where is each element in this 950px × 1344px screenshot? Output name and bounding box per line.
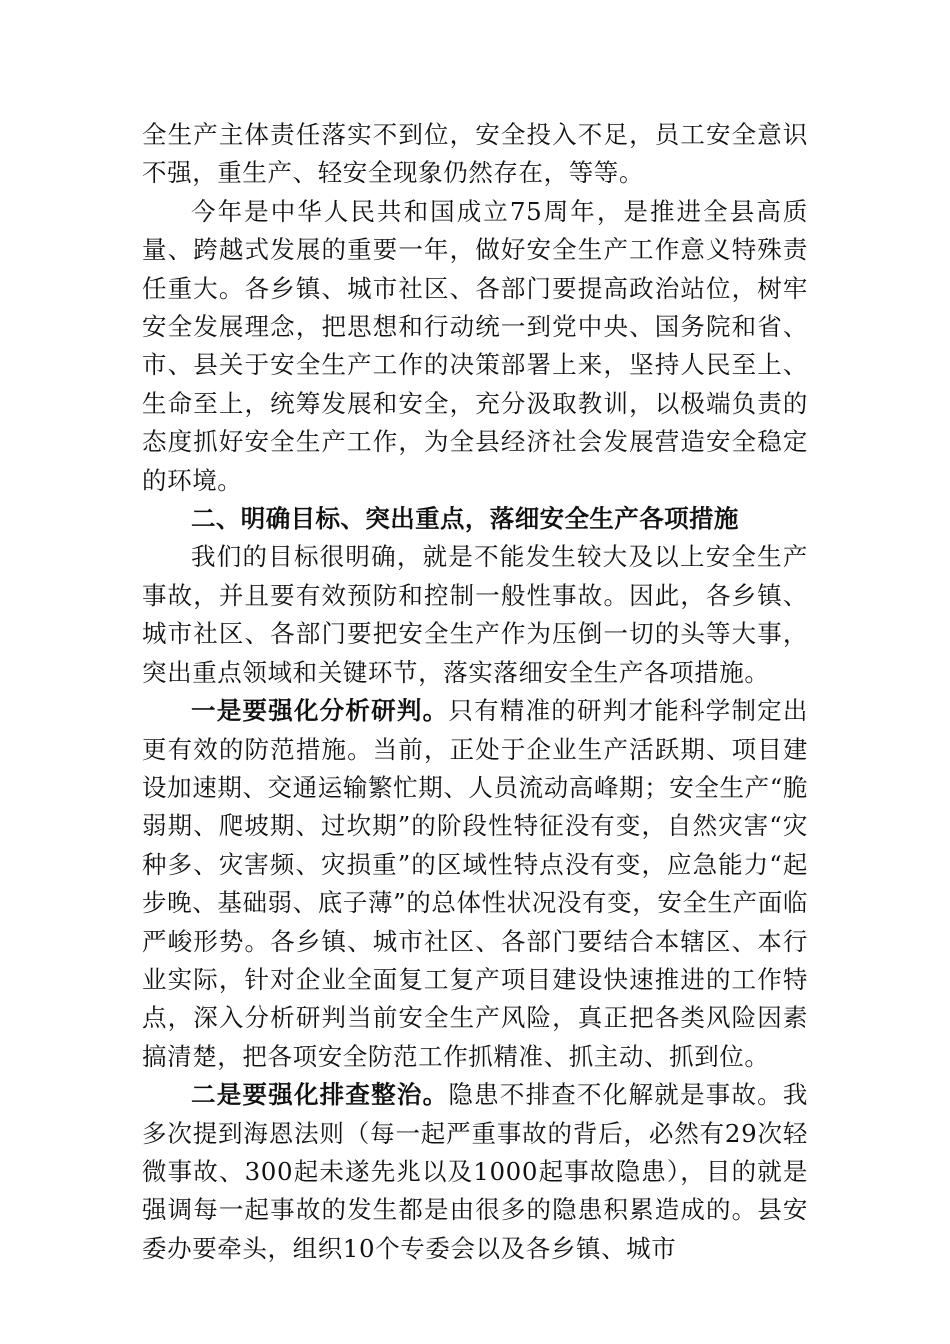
paragraph-analysis [142,692,808,1076]
paragraph-inspection [142,1076,808,1268]
body-inspection: 隐患不排查不化解就是事故。我多次提到海恩法则（每一起严重事故的背后，必然有29次轻微事故、300起未遂先兆以及1000起事故隐患），目的就是强调每一起事故的发生都是由很多的隐患积累造成的。县安委办要牵头，组织10个专委会以及各乡镇、城市 [142,1080,809,1263]
paragraph-goal: 我们的目标很明确，就是不能发生较大及以上安全生产事故，并且要有效预防和控制一般性事故。因此，各乡镇、城市社区、各部门要把安全生产作为压倒一切的头等大事，突出重点领域和关键环节，落实落细安全生产各项措施。 [142,542,808,687]
paragraph-continued: 全生产主体责任落实不到位，安全投入不足，员工安全意识不强，重生产、轻安全现象仍然存在，等等。 [142,120,808,188]
lead-inspection: 二是要强化排查整治。 [191,1080,449,1110]
body-analysis: 只有精准的研判才能科学制定出更有效的防范措施。当前，正处于企业生产活跃期、项目建设加速期、交通运输繁忙期、人员流动高峰期；安全生产“脆弱期、爬坡期、过坎期”的阶段性特征没有变，自然灾害“灾种多、灾害频、灾损重”的区域性特点没有变，应急能力“起步晚、基础弱、底子薄”的总体性状况没有变，安全生产面临严峻形势。各乡镇、城市社区、各部门要结合本辖区、本行业实际，针对企业全面复工复产项目建设快速推进的工作特点，深入分析研判当前安全生产风险，真正把各类风险因素搞清楚，把各项安全防范工作抓精准、抓主动、抓到位。 [142,696,809,1071]
paragraph-anniversary: 今年是中华人民共和国成立75周年，是推进全县高质量、跨越式发展的重要一年，做好安全生产工作意义特殊责任重大。各乡镇、城市社区、各部门要提高政治站位，树牢安全发展理念，把思想和行动统一到党中央、国务院和省、市、县关于安全生产工作的决策部署上来，坚持人民至上、生命至上，统筹发展和安全，充分汲取教训，以极端负责的态度抓好安全生产工作，为全县经济社会发展营造安全稳定的环境。 [142,196,808,495]
document-page [142,116,808,1268]
lead-analysis: 一是要强化分析研判。 [191,696,449,726]
section-heading: 二、明确目标、突出重点，落细安全生产各项措施 [191,504,739,534]
